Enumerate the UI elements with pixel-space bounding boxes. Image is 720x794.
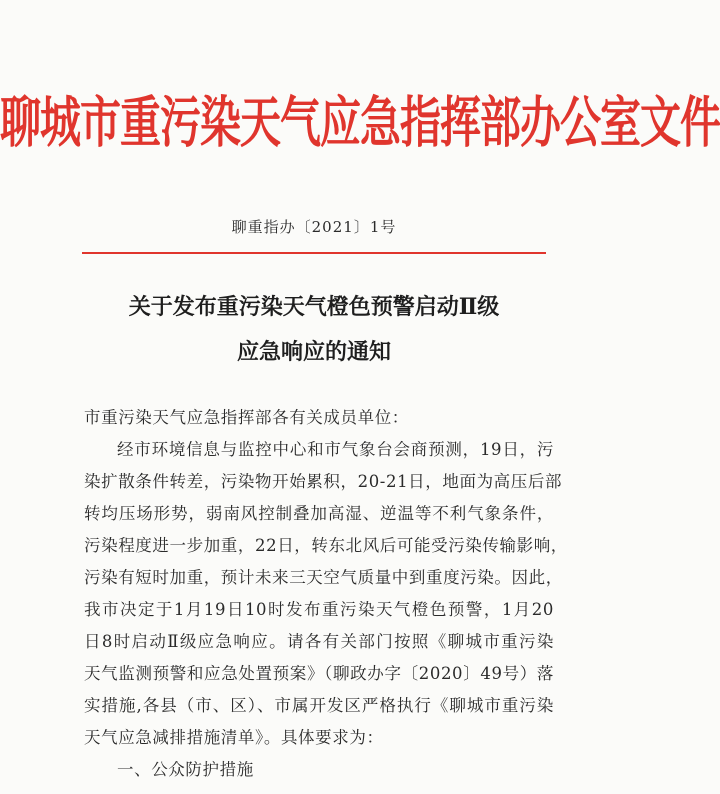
body-line: 转均压场形势，弱南风控制叠加高湿、逆温等不利气象条件， — [84, 504, 554, 523]
body-line: 污染有短时加重，预计未来三天空气质量中到重度污染。因此， — [84, 568, 563, 587]
red-divider-line — [82, 252, 546, 254]
office-header-title: 聊城市重污染天气应急指挥部办公室文件 — [0, 90, 720, 155]
body-line: 污染程度进一步加重，22日，转东北风后可能受污染传输影响， — [84, 536, 568, 555]
document-number: 聊重指办〔2021〕1号 — [231, 218, 397, 236]
section-heading: 一、公众防护措施 — [117, 760, 254, 779]
addressee: 市重污染天气应急指挥部各有关成员单位： — [84, 408, 409, 427]
body-line: 天气应急减排措施清单》。具体要求为： — [84, 728, 384, 747]
body-line: 染扩散条件转差，污染物开始累积，20-21日，地面为高压后部 — [84, 472, 563, 491]
body-line: 天气监测预警和应急处置预案》（聊政办字〔2020〕49号）落 — [84, 664, 554, 683]
body-line: 我市决定于1月19日10时发布重污染天气橙色预警，1月20 — [84, 600, 554, 619]
body-line: 经市环境信息与监控中心和市气象台会商预测，19日，污 — [117, 440, 554, 459]
notice-title-line-2: 应急响应的通知 — [236, 339, 391, 365]
notice-title-line-1: 关于发布重污染天气橙色预警启动Ⅱ级 — [128, 294, 500, 320]
body-line: 实措施,各县（市、区）、市属开发区严格执行《聊城市重污染 — [84, 696, 554, 715]
body-line: 日8时启动Ⅱ级应急响应。请各有关部门按照《聊城市重污染 — [84, 632, 554, 651]
